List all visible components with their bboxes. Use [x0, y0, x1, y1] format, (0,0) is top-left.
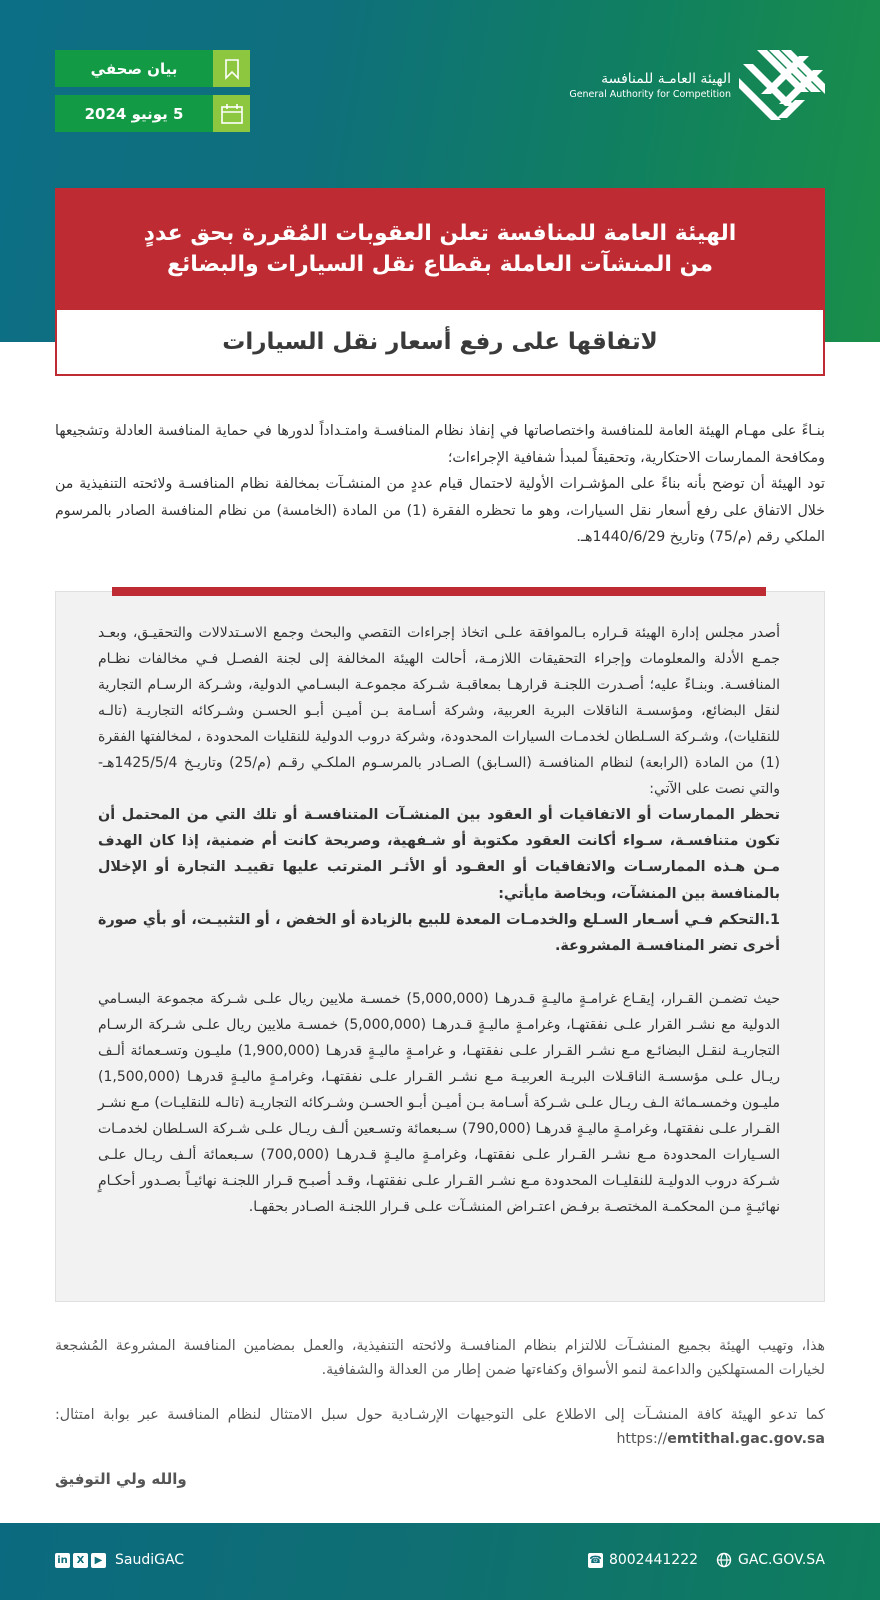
headline-box: [55, 188, 825, 310]
logo-text: [569, 70, 731, 101]
date-label: 5 يونيو 2024: [55, 95, 213, 132]
decision-box-content: [98, 620, 780, 1220]
closing-paragraph-2: [55, 1403, 825, 1451]
phone-icon: ☎: [589, 1554, 602, 1566]
footer-social: [55, 1552, 184, 1568]
portal-link-domain: emtithal.gac.gov.sa: [667, 1431, 825, 1447]
headline-line-1: الهيئة العامة للمنافسة تعلن العقوبات المُقررة بحق عددٍ: [143, 221, 737, 246]
logo-english: General Authority for Competition: [569, 88, 731, 100]
press-release-label: بيان صحفي: [55, 50, 213, 87]
phone-number: 8002441222: [608, 1552, 699, 1568]
logo-arabic: الهيئة العامـة للمنافسة: [601, 70, 731, 87]
decision-paragraph: أصدر مجلس إدارة الهيئة قـراره بـالموافقة علـى اتخاذ إجراءات التقصي والبحث وجمع الاسـتدلالات والتحقيـق، وبعـد جمـع الأدلة والمعلومات وإجراء التحقيقات اللازمـة، أحالت الهيئة المخالفة إلى لجنة الفصـل فـي مخالفات نظـام المنافسـة. وبنـاءً عليه؛ أصـدرت اللجنـة قرارهـا بمعاقبـة شـركة مجموعـة البسـامي الدولية، وشـركة الرسـام التجارية لنقل البضائع، ومؤسسـة الناقلات البرية العربية، وشركة أسـامة بـن أميـن أبـو الحسـن وشـركائه التجاريـة (تالـه للنقليات)، وشـركة السـلطان لخدمـات السيارات المحدودة، وشركة دروب الدولية للنقليات المحدودة ، لمخالفتها الفقرة (1) من المادة (الرابعة) لنظام المنافسـة (السـابق) الصـادر بالمرسـوم الملكـي رقـم (م/25) وتاريـخ 1425/5/4هـ- والتي نصت على الآتي:: [98, 625, 780, 797]
date-tag: [55, 95, 250, 132]
headline-line-2: من المنشآت العاملة بقطاع نقل السيارات والبضائع: [166, 252, 714, 277]
footer: [0, 1523, 880, 1600]
article-quote: تحظر الممارسات أو الاتفاقيات أو العقود بين المنشـآت المتنافسـة أو تلك التي من المحتمل أن تكون متنافسـة، سـواء أكانت العقود مكتوبة أو شـفهية، وصريحة كانت أم ضمنية، إذا كان الهدف مـن هـذه الممارسـات والاتفاقيات أو العقـود أو الأثـر المترتب عليها تقييـد التجارة أو الإخلال بالمنافسة بين المنشآت، وبخاصة مايأتي:: [98, 807, 780, 902]
intro-paragraph-1: بنـاءً على مهـام الهيئة العامة للمنافسة واختصاصاتها في إنفاذ نظام المنافسـة وامتـداداً لدورها في حماية المنافسة العادلة وتشجيعها ومكافحة الممارسات الاحتكارية، وتحقيقاً لمبدأ شفافية الإجراءات؛: [55, 423, 825, 466]
article-clause-1: 1.التحكم فـي أسـعار السـلع والخدمـات المعدة للبيع بالزيادة أو الخفض ، أو التثبيـت، أو بأي صورة أخرى تضر المنافسـة المشروعة.: [98, 911, 780, 955]
footer-phone[interactable]: [588, 1552, 698, 1568]
spacer: [98, 959, 780, 986]
penalties-paragraph: حيث تضمـن القـرار، إيقـاع غرامـةٍ ماليـةٍ قـدرهـا (5,000,000) خمسـة ملايين ريال علـى شـركة مجموعة البسـامي الدولية مع نشـر القرار علـى نفقتهـا، وغرامـةٍ ماليـةٍ قـدرهـا (5,000,000) خمسـة ملايين ريال علـى شـركة الرسـام التجاريـة لنقـل البضائـع مـع نشـر القـرار علـى نفقتهـا، و غرامـةٍ ماليـةٍ قدرهـا (1,900,000) مليـون وتسـعمائة ألـف ريـال علـى مؤسسـة الناقـلات البريـة العربيـة مـع نشـر القـرار علـى نفقتهـا، وغرامـةٍ ماليـةٍ قدرهـا (1,500,000) مليـون وخمسـمائة الـف ريـال علـى شـركة أسـامة بـن أميـن أبـو الحسـن وشـركائه التجاريـة (تالـه للنقليـات) مـع نشـر القـرار علـى نفقتهـا، وغرامـةٍ ماليـةٍ قدرهـا (790,000) سـبعمائة وتسـعين ألـف ريـال علـى شـركة السـلطان لخدمـات السـيارات المحدودة مـع نشـر القـرار علـى نفقتهـا، وغرامـةٍ ماليـةٍ قـدرهـا (700,000) سـبعمائة ألـف ريـال علـى شـركة دروب الدوليـة للنقليـات المحدودة مـع نشـر القـرار علـى نفقتهـا، وقـد أصبـح قـرار اللجنـة نهائيـاً بصـدور أحكـامٍ نهائيـةٍ مـن المحكمـة المختصـة برفـض اعتـراض المنشـآت علـى قـرار اللجنـة الصـادر بحقهـا.: [98, 991, 781, 1216]
subheadline: لاتفاقها على رفع أسعار نقل السيارات: [222, 329, 658, 355]
logo-mark-icon: [739, 50, 825, 120]
website-url: GAC.GOV.SA: [738, 1552, 825, 1568]
closing-paragraph-1: هذا، وتهيب الهيئة بجميع المنشـآت للالتزام بنظام المنافسـة ولائحته التنفيذية، والعمل بمضامين المنافسة المشروعة المُشجعة لخيارات المستهلكين والداعمة لنمو الأسواق وكفاءتها ضمن إطار من العدالة والشفافية.: [55, 1338, 825, 1378]
linkedin-icon[interactable]: in: [55, 1553, 70, 1568]
youtube-icon[interactable]: ▶: [91, 1553, 106, 1568]
closing-paragraph-2-text: كما تدعو الهيئة كافة المنشـآت إلى الاطلاع على التوجيهات الإرشـادية حول سبل الامتثال لنظام المنافسة عبر بوابة امتثال:: [55, 1407, 825, 1423]
subheadline-box: [55, 310, 825, 376]
decision-box-accent-bar: [112, 587, 766, 596]
intro-paragraph-2: تود الهيئة أن توضح بأنه بناءً على المؤشـرات الأولية لاحتمال قيام عددٍ من المنشـآت بمخالفة نظام المنافسـة ولائحته التنفيذية من خلال الاتفاق على رفع أسعار نقل السيارات، وهو ما تحظره الفقرة (1) من المادة (الخامسة) من نظام المنافسة الصادر بالمرسوم الملكي رقم (م/75) وتاريخ 1440/6/29هـ.: [55, 476, 826, 545]
footer-contact: [588, 1552, 825, 1568]
signoff: والله ولي التوفيق: [55, 1470, 187, 1488]
gac-logo: [569, 50, 825, 120]
footer-website[interactable]: [716, 1552, 825, 1568]
x-icon[interactable]: X: [73, 1553, 88, 1568]
intro-section: [55, 418, 825, 551]
portal-link[interactable]: [616, 1431, 825, 1447]
social-handle[interactable]: SaudiGAC: [115, 1552, 185, 1568]
globe-icon: [716, 1552, 732, 1568]
calendar-icon: [213, 95, 250, 132]
bookmark-icon: [213, 50, 250, 87]
press-release-tag: [55, 50, 250, 87]
portal-link-prefix: https://: [616, 1431, 668, 1447]
